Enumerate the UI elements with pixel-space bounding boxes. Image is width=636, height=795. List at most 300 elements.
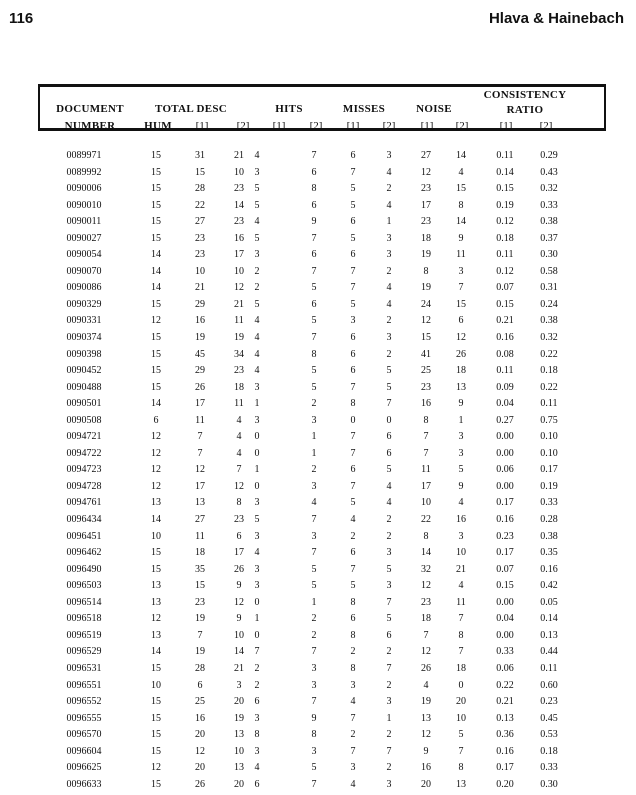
table-cell: 11	[456, 249, 466, 261]
table-cell: 10	[234, 745, 244, 757]
header-consistency: CONSISTENCY	[483, 89, 567, 101]
table-cell: 0	[254, 431, 260, 443]
table-cell: 4	[254, 315, 260, 327]
table-cell: 12	[151, 480, 161, 492]
table-cell: 14	[151, 265, 161, 277]
table-cell: 6	[254, 696, 260, 708]
table-row	[0, 200, 636, 217]
table-cell: 8	[423, 530, 429, 542]
table-cell: 15	[456, 183, 466, 195]
table-cell: 0.13	[540, 629, 558, 641]
table-cell: 9	[458, 232, 464, 244]
table-cell: 15	[151, 332, 161, 344]
table-cell: 2	[386, 315, 392, 327]
table-cell: 0.07	[496, 282, 514, 294]
table-cell: 7	[197, 629, 203, 641]
table-cell: 17	[421, 480, 431, 492]
table-row	[0, 646, 636, 663]
table-cell: 13	[421, 712, 431, 724]
table-cell: 3	[311, 662, 317, 674]
table-cell: 7	[350, 712, 356, 724]
table-cell: 0.23	[540, 696, 558, 708]
document-number-cell: 0090374	[66, 332, 102, 344]
table-cell: 21	[234, 150, 244, 161]
table-cell: 0.38	[540, 530, 558, 542]
table-cell: 17	[195, 398, 205, 410]
table-cell: 6	[311, 298, 317, 310]
table-cell: 7	[350, 480, 356, 492]
running-head: Hlava & Hainebach	[488, 10, 624, 27]
table-cell: 4	[386, 282, 392, 294]
table-cell: 6	[254, 778, 260, 790]
table-cell: 0.07	[496, 563, 514, 575]
document-number-cell: 0096604	[66, 745, 102, 757]
table-cell: 15	[151, 547, 161, 559]
table-cell: 0.24	[540, 298, 558, 310]
table-cell: 12	[151, 464, 161, 476]
table-cell: 11	[195, 414, 205, 426]
table-cell: 17	[421, 199, 431, 211]
table-cell: 14	[421, 547, 431, 559]
table-cell: 12	[151, 315, 161, 327]
table-cell: 8	[423, 414, 429, 426]
table-cell: 15	[151, 365, 161, 377]
table-cell: 15	[151, 348, 161, 360]
table-cell: 9	[311, 216, 317, 228]
subheader: [1]	[499, 120, 513, 132]
table-cell: 0.00	[496, 447, 514, 459]
table-cell: 7	[311, 696, 317, 708]
table-cell: 1	[311, 447, 317, 459]
table-cell: 4	[254, 365, 260, 377]
document-number-cell: 0090027	[66, 232, 102, 244]
table-cell: 5	[311, 365, 317, 377]
table-cell: 1	[386, 712, 392, 724]
table-cell: 0.29	[540, 150, 558, 161]
subheader: [1]	[420, 120, 434, 132]
table-cell: 2	[386, 265, 392, 277]
table-cell: 23	[421, 596, 431, 608]
table-cell: 45	[195, 348, 205, 360]
document-number-cell: 0096531	[66, 662, 102, 674]
subheader: [2]	[309, 120, 323, 132]
table-cell: 0.11	[496, 365, 514, 377]
table-cell: 0.38	[540, 216, 558, 228]
table-cell: 10	[195, 265, 205, 277]
document-number-cell: 0096451	[66, 530, 102, 542]
table-cell: 0.17	[496, 497, 514, 509]
table-row	[0, 531, 636, 548]
table-cell: 5	[350, 580, 356, 592]
document-number-cell: 0090398	[66, 348, 102, 360]
header-hum: HUM	[144, 120, 172, 132]
document-number-cell: 0094722	[66, 447, 102, 459]
table-cell: 6	[386, 447, 392, 459]
table-cell: 0.75	[540, 414, 558, 426]
table-cell: 3	[386, 580, 392, 592]
table-cell: 15	[151, 166, 161, 178]
table-cell: 28	[195, 183, 205, 195]
table-cell: 3	[350, 762, 356, 774]
table-cell: 3	[386, 150, 392, 161]
table-cell: 20	[195, 729, 205, 741]
table-cell: 7	[386, 745, 392, 757]
table-cell: 9	[423, 745, 429, 757]
table-cell: 26	[421, 662, 431, 674]
table-cell: 7	[254, 646, 260, 658]
table-cell: 0.60	[540, 679, 558, 691]
table-cell: 0.35	[540, 547, 558, 559]
table-cell: 0.33	[540, 497, 558, 509]
table-cell: 0.33	[540, 199, 558, 211]
table-cell: 5	[350, 199, 356, 211]
table-row	[0, 282, 636, 299]
table-cell: 1	[254, 613, 260, 625]
table-row	[0, 696, 636, 713]
table-cell: 27	[421, 150, 431, 161]
table-cell: 16	[195, 315, 205, 327]
table-row	[0, 398, 636, 415]
document-number-cell: 0096633	[66, 778, 102, 790]
table-cell: 5	[311, 282, 317, 294]
table-cell: 0.32	[540, 183, 558, 195]
table-cell: 5	[311, 580, 317, 592]
table-cell: 0	[254, 629, 260, 641]
table-cell: 0	[254, 480, 260, 492]
table-row	[0, 630, 636, 647]
table-cell: 1	[386, 216, 392, 228]
table-cell: 4	[311, 497, 317, 509]
document-number-cell: 0096518	[66, 613, 102, 625]
table-cell: 7	[350, 563, 356, 575]
table-cell: 0.12	[496, 216, 514, 228]
table-cell: 5	[311, 315, 317, 327]
table-cell: 5	[254, 183, 260, 195]
table-cell: 7	[458, 613, 464, 625]
table-cell: 0.17	[496, 547, 514, 559]
table-cell: 15	[421, 332, 431, 344]
table-cell: 0.16	[496, 745, 514, 757]
table-cell: 0.36	[496, 729, 514, 741]
table-cell: 21	[234, 662, 244, 674]
table-cell: 23	[421, 216, 431, 228]
table-header-box	[38, 84, 606, 131]
table-cell: 1	[254, 398, 260, 410]
table-row	[0, 746, 636, 763]
table-cell: 9	[311, 712, 317, 724]
table-cell: 22	[195, 199, 205, 211]
table-cell: 3	[386, 232, 392, 244]
table-cell: 5	[350, 298, 356, 310]
table-cell: 8	[350, 596, 356, 608]
table-cell: 3	[254, 249, 260, 261]
subheader: [1]	[195, 120, 209, 132]
subheader: [2]	[236, 120, 250, 132]
table-cell: 7	[350, 282, 356, 294]
table-cell: 11	[234, 398, 244, 410]
table-cell: 0.42	[540, 580, 558, 592]
table-cell: 26	[234, 563, 244, 575]
header-number: NUMBER	[64, 120, 116, 132]
table-cell: 3	[311, 414, 317, 426]
table-cell: 0.18	[540, 365, 558, 377]
table-row	[0, 315, 636, 332]
table-cell: 18	[195, 547, 205, 559]
table-cell: 13	[151, 580, 161, 592]
document-number-cell: 0090006	[66, 183, 102, 195]
table-cell: 3	[386, 547, 392, 559]
table-cell: 7	[350, 166, 356, 178]
table-row	[0, 249, 636, 266]
table-cell: 3	[311, 480, 317, 492]
table-cell: 7	[423, 431, 429, 443]
table-cell: 4	[386, 166, 392, 178]
table-cell: 7	[236, 464, 242, 476]
table-cell: 23	[234, 183, 244, 195]
table-cell: 6	[311, 249, 317, 261]
table-cell: 7	[311, 150, 317, 161]
table-cell: 2	[350, 646, 356, 658]
table-cell: 8	[350, 629, 356, 641]
table-cell: 8	[311, 183, 317, 195]
table-cell: 12	[421, 580, 431, 592]
document-number-cell: 0090501	[66, 398, 102, 410]
table-cell: 0.30	[540, 249, 558, 261]
table-row	[0, 481, 636, 498]
table-cell: 0.30	[540, 778, 558, 790]
table-cell: 7	[311, 232, 317, 244]
table-cell: 5	[254, 199, 260, 211]
table-cell: 0.45	[540, 712, 558, 724]
table-cell: 10	[234, 265, 244, 277]
table-cell: 3	[386, 696, 392, 708]
table-cell: 5	[311, 563, 317, 575]
table-cell: 20	[421, 778, 431, 790]
document-number-cell: 0094728	[66, 480, 102, 492]
table-cell: 7	[350, 447, 356, 459]
table-cell: 2	[350, 530, 356, 542]
table-cell: 6	[350, 613, 356, 625]
table-cell: 0	[254, 447, 260, 459]
table-cell: 7	[311, 514, 317, 526]
table-cell: 16	[234, 232, 244, 244]
table-cell: 7	[311, 778, 317, 790]
table-cell: 34	[234, 348, 244, 360]
table-cell: 2	[311, 464, 317, 476]
table-cell: 22	[421, 514, 431, 526]
table-cell: 0.58	[540, 265, 558, 277]
table-cell: 0.10	[540, 431, 558, 443]
table-cell: 0.44	[540, 646, 558, 658]
table-cell: 7	[386, 596, 392, 608]
table-cell: 7	[386, 662, 392, 674]
table-cell: 2	[386, 646, 392, 658]
table-cell: 0.22	[540, 381, 558, 393]
table-cell: 17	[234, 249, 244, 261]
table-cell: 0.14	[496, 166, 514, 178]
table-cell: 0.10	[540, 447, 558, 459]
table-cell: 9	[236, 613, 242, 625]
table-cell: 4	[254, 762, 260, 774]
table-cell: 8	[311, 729, 317, 741]
table-cell: 0.00	[496, 596, 514, 608]
table-cell: 0.15	[496, 580, 514, 592]
table-cell: 0.16	[540, 563, 558, 575]
table-cell: 5	[386, 365, 392, 377]
table-cell: 14	[151, 282, 161, 294]
table-cell: 7	[386, 398, 392, 410]
table-cell: 20	[456, 696, 466, 708]
subheader: [2]	[539, 120, 553, 132]
table-cell: 7	[423, 447, 429, 459]
table-cell: 5	[254, 298, 260, 310]
table-cell: 13	[456, 381, 466, 393]
table-cell: 9	[236, 580, 242, 592]
table-cell: 0.15	[496, 298, 514, 310]
table-cell: 4	[386, 298, 392, 310]
table-cell: 19	[234, 332, 244, 344]
table-cell: 2	[386, 762, 392, 774]
table-cell: 8	[458, 199, 464, 211]
table-cell: 0.28	[540, 514, 558, 526]
table-row	[0, 382, 636, 399]
table-cell: 10	[151, 530, 161, 542]
table-cell: 11	[234, 315, 244, 327]
table-cell: 5	[254, 514, 260, 526]
header-total-desc: TOTAL DESC	[155, 103, 227, 115]
header-misses: MISSES	[342, 103, 386, 115]
document-number-cell: 0096462	[66, 547, 102, 559]
table-row	[0, 514, 636, 531]
table-cell: 15	[195, 580, 205, 592]
table-cell: 7	[458, 282, 464, 294]
subheader: [2]	[382, 120, 396, 132]
table-cell: 4	[254, 547, 260, 559]
table-cell: 15	[151, 712, 161, 724]
table-cell: 12	[234, 480, 244, 492]
table-cell: 11	[456, 596, 466, 608]
table-cell: 31	[195, 150, 205, 161]
table-row	[0, 729, 636, 746]
table-cell: 32	[421, 563, 431, 575]
table-cell: 15	[151, 183, 161, 195]
document-number-cell: 0096625	[66, 762, 102, 774]
table-row	[0, 613, 636, 630]
table-cell: 6	[350, 547, 356, 559]
table-cell: 0.38	[540, 315, 558, 327]
document-number-cell: 0090086	[66, 282, 102, 294]
table-cell: 1	[311, 431, 317, 443]
table-cell: 3	[350, 315, 356, 327]
table-cell: 1	[311, 596, 317, 608]
table-cell: 0.08	[496, 348, 514, 360]
header-document: DOCUMENT	[56, 103, 124, 115]
table-cell: 2	[350, 729, 356, 741]
table-cell: 4	[254, 348, 260, 360]
table-cell: 13	[456, 778, 466, 790]
table-cell: 9	[458, 480, 464, 492]
table-cell: 4	[350, 514, 356, 526]
table-cell: 12	[456, 332, 466, 344]
table-cell: 3	[458, 530, 464, 542]
table-cell: 4	[236, 414, 242, 426]
table-cell: 23	[421, 183, 431, 195]
table-cell: 23	[234, 216, 244, 228]
table-cell: 8	[350, 398, 356, 410]
table-cell: 0.15	[496, 183, 514, 195]
table-cell: 0.37	[540, 232, 558, 244]
table-cell: 16	[421, 762, 431, 774]
table-cell: 7	[311, 265, 317, 277]
table-cell: 7	[311, 646, 317, 658]
table-cell: 25	[421, 365, 431, 377]
document-number-cell: 0090329	[66, 298, 102, 310]
table-cell: 27	[195, 216, 205, 228]
table-row	[0, 167, 636, 184]
table-cell: 0.16	[496, 332, 514, 344]
table-cell: 12	[234, 596, 244, 608]
table-cell: 21	[456, 563, 466, 575]
table-cell: 0.16	[496, 514, 514, 526]
table-cell: 0.53	[540, 729, 558, 741]
table-cell: 12	[151, 447, 161, 459]
table-cell: 4	[236, 447, 242, 459]
table-row	[0, 448, 636, 465]
table-cell: 12	[421, 166, 431, 178]
table-cell: 3	[311, 745, 317, 757]
table-cell: 6	[350, 216, 356, 228]
table-row	[0, 762, 636, 779]
table-cell: 6	[386, 431, 392, 443]
table-cell: 2	[254, 282, 260, 294]
table-row	[0, 580, 636, 597]
table-row	[0, 680, 636, 697]
table-cell: 14	[151, 249, 161, 261]
table-cell: 0.00	[496, 480, 514, 492]
header-hits: HITS	[275, 103, 303, 115]
table-cell: 14	[234, 199, 244, 211]
table-row	[0, 365, 636, 382]
document-number-cell: 0090331	[66, 315, 102, 327]
table-cell: 2	[254, 679, 260, 691]
header-noise: NOISE	[416, 103, 452, 115]
table-cell: 4	[236, 431, 242, 443]
table-cell: 26	[195, 778, 205, 790]
table-cell: 5	[458, 464, 464, 476]
table-cell: 12	[421, 729, 431, 741]
table-cell: 1	[254, 464, 260, 476]
table-cell: 0	[386, 414, 392, 426]
table-cell: 3	[386, 249, 392, 261]
table-cell: 3	[311, 679, 317, 691]
table-cell: 10	[456, 547, 466, 559]
table-cell: 4	[350, 696, 356, 708]
table-cell: 4	[386, 497, 392, 509]
table-cell: 15	[151, 563, 161, 575]
table-row	[0, 233, 636, 250]
table-cell: 6	[350, 348, 356, 360]
table-cell: 14	[151, 514, 161, 526]
table-cell: 15	[151, 662, 161, 674]
table-cell: 23	[421, 381, 431, 393]
table-cell: 6	[350, 249, 356, 261]
table-row	[0, 779, 636, 795]
table-cell: 14	[151, 646, 161, 658]
table-cell: 15	[151, 216, 161, 228]
table-cell: 0.04	[496, 398, 514, 410]
table-cell: 20	[234, 696, 244, 708]
table-cell: 12	[421, 315, 431, 327]
